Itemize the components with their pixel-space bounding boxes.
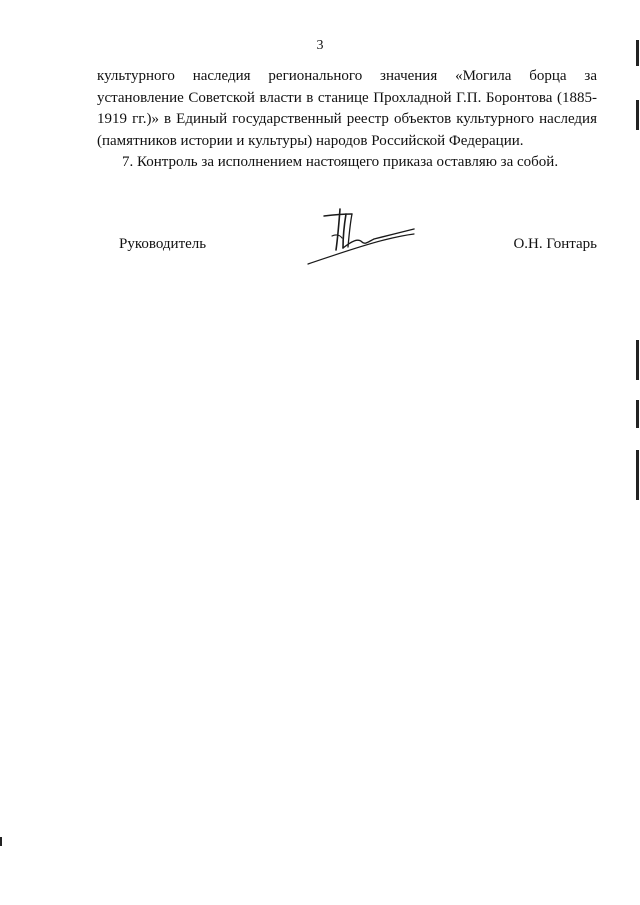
handwritten-signature xyxy=(302,200,420,272)
page-edge-mark-left xyxy=(0,836,4,848)
document-body xyxy=(97,66,597,174)
page-edge-marks xyxy=(634,40,640,500)
paragraph-continuation: культурного наследия регионального значения «Могила борца за установление Советской власти в станице Прохладной Г.П. Боронтова (1885-1919 гг.)» в Единый государственный реестр объектов культурного наследия (памятников истории и культуры) народов Российской Федерации. xyxy=(97,68,597,149)
signer-name: О.Н. Гонтарь xyxy=(513,236,597,252)
page-number: 3 xyxy=(316,38,324,53)
paragraph-item-7: 7. Контроль за исполнением настоящего приказа оставляю за собой. xyxy=(122,154,559,170)
signer-title: Руководитель xyxy=(119,236,207,252)
